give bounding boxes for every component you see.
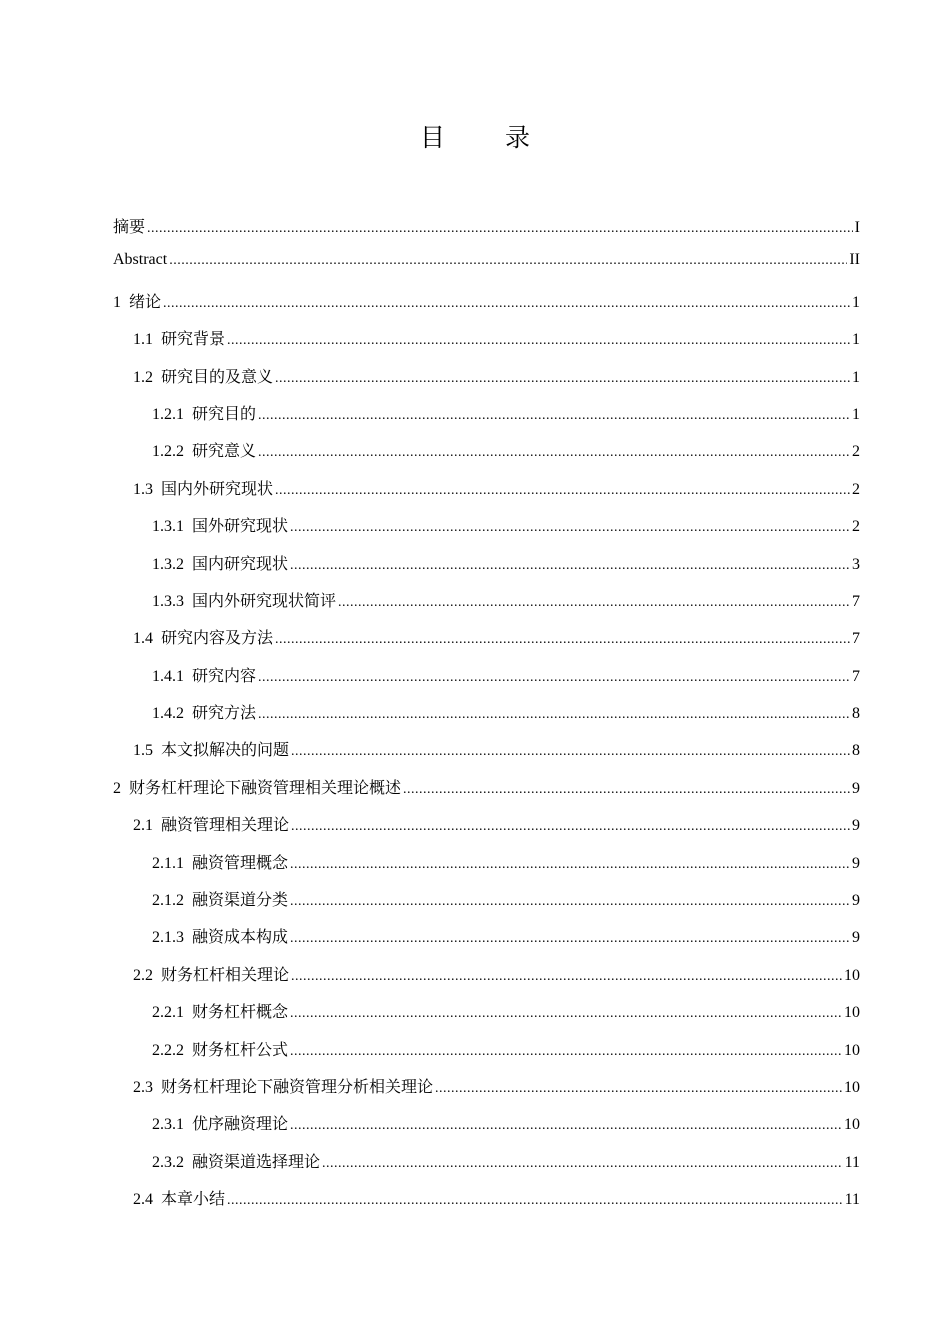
toc-entry-number: 1.3 bbox=[133, 480, 153, 498]
dot-leader bbox=[227, 333, 850, 349]
toc-entry-number: 2.2.2 bbox=[152, 1041, 184, 1059]
toc-entry-title: 财务杠杆理论下融资管理相关理论概述 bbox=[129, 779, 402, 797]
toc-entry-title: 财务杠杆概念 bbox=[192, 1004, 289, 1022]
toc-entry-title: 融资渠道选择理论 bbox=[192, 1153, 321, 1171]
toc-entry-title: 财务杠杆理论下融资管理分析相关理论 bbox=[161, 1078, 434, 1096]
toc-entry[interactable] bbox=[113, 364, 860, 401]
toc-entry-number: 2.3 bbox=[133, 1078, 153, 1096]
toc-entry[interactable] bbox=[113, 1186, 860, 1223]
toc-entry-title: 研究内容及方法 bbox=[161, 630, 274, 648]
toc-entry[interactable] bbox=[113, 476, 860, 513]
toc-entry-title: 财务杠杆相关理论 bbox=[161, 966, 290, 984]
dot-leader bbox=[290, 1118, 842, 1134]
toc-entry-page-number: 10 bbox=[844, 1041, 860, 1059]
toc-entry-page-number: 9 bbox=[852, 779, 860, 797]
toc-entry-page-number: 9 bbox=[852, 892, 860, 910]
toc-entry-page-number: 1 bbox=[852, 368, 860, 386]
toc-entry-number: 1.2 bbox=[133, 368, 153, 386]
toc-entry-title: Abstract bbox=[113, 251, 168, 269]
toc-entry[interactable] bbox=[113, 1074, 860, 1111]
toc-entry-number: 1.3.1 bbox=[152, 518, 184, 536]
dot-leader bbox=[258, 670, 850, 686]
toc-entry[interactable] bbox=[113, 401, 860, 438]
toc-entry-number: 1.2.2 bbox=[152, 443, 184, 461]
toc-entry[interactable] bbox=[113, 625, 860, 662]
dot-leader bbox=[169, 253, 847, 269]
toc-entry[interactable] bbox=[113, 924, 860, 961]
toc-entry-page-number: II bbox=[849, 251, 860, 269]
toc-entry-title: 研究目的及意义 bbox=[161, 368, 274, 386]
toc-entry[interactable] bbox=[113, 1037, 860, 1074]
toc-entry-number: 2.1.1 bbox=[152, 854, 184, 872]
toc-entry-page-number: 3 bbox=[852, 555, 860, 573]
toc-entry-title: 财务杠杆公式 bbox=[192, 1041, 289, 1059]
dot-leader bbox=[275, 632, 850, 648]
dot-leader bbox=[290, 894, 850, 910]
toc-entry-page-number: 8 bbox=[852, 705, 860, 723]
toc-entry-number: 1.4.2 bbox=[152, 705, 184, 723]
toc-entry[interactable] bbox=[113, 700, 860, 737]
toc-entry[interactable] bbox=[113, 438, 860, 475]
toc-entry-page-number: 10 bbox=[844, 1078, 860, 1096]
toc-entry-page-number: 2 bbox=[852, 480, 860, 498]
toc-entry-title: 融资成本构成 bbox=[192, 929, 289, 947]
toc-entry-number: 1.4 bbox=[133, 630, 153, 648]
toc-entry-title: 研究方法 bbox=[192, 705, 257, 723]
toc-entry-page-number: 10 bbox=[844, 1004, 860, 1022]
toc-entry-page-number: 2 bbox=[852, 443, 860, 461]
dot-leader bbox=[258, 445, 850, 461]
toc-entry[interactable] bbox=[113, 999, 860, 1036]
toc-entry-title: 融资渠道分类 bbox=[192, 892, 289, 910]
toc-entry-page-number: I bbox=[854, 219, 860, 236]
toc-entry-number: 1.4.1 bbox=[152, 667, 184, 685]
toc-entry-number: 1 bbox=[113, 293, 121, 311]
dot-leader bbox=[227, 1193, 843, 1209]
toc-entry-title: 研究内容 bbox=[192, 667, 257, 685]
toc-entry-page-number: 8 bbox=[852, 742, 860, 760]
dot-leader bbox=[163, 296, 850, 312]
toc-entry[interactable] bbox=[113, 326, 860, 363]
dot-leader bbox=[290, 520, 850, 536]
toc-entry-title: 融资管理概念 bbox=[192, 854, 289, 872]
toc-entry-number: 2.4 bbox=[133, 1191, 153, 1209]
toc-entry-number: 2.1.2 bbox=[152, 892, 184, 910]
toc-entry-page-number: 11 bbox=[844, 1153, 860, 1171]
dot-leader bbox=[290, 1006, 842, 1022]
toc-entry-number: 1.3.2 bbox=[152, 555, 184, 573]
dot-leader bbox=[338, 595, 850, 611]
toc-entry-title: 本章小结 bbox=[161, 1191, 226, 1209]
toc-entry[interactable] bbox=[113, 588, 860, 625]
toc-entry-number: 1.1 bbox=[133, 331, 153, 349]
toc-entry-title: 研究背景 bbox=[161, 331, 226, 349]
toc-entry-number: 1.5 bbox=[133, 742, 153, 760]
toc-entry[interactable] bbox=[113, 214, 860, 251]
toc-entry-title: 本文拟解决的问题 bbox=[161, 742, 290, 760]
toc-entry-number: 2.1 bbox=[133, 817, 153, 835]
dot-leader bbox=[275, 483, 850, 499]
toc-entry-number: 2.2.1 bbox=[152, 1004, 184, 1022]
dot-leader bbox=[435, 1081, 842, 1097]
toc-entry-number: 2.3.2 bbox=[152, 1153, 184, 1171]
dot-leader bbox=[258, 408, 850, 424]
toc-entry-title: 研究目的 bbox=[192, 405, 257, 423]
toc-entry-number: 1.2.1 bbox=[152, 405, 184, 423]
toc-entry-page-number: 7 bbox=[852, 592, 860, 610]
toc-entry-title: 国内外研究现状简评 bbox=[192, 592, 337, 610]
toc-entry-page-number: 10 bbox=[844, 1116, 860, 1134]
dot-leader bbox=[291, 744, 850, 760]
toc-entry[interactable] bbox=[113, 251, 860, 288]
toc-entry-page-number: 9 bbox=[852, 929, 860, 947]
toc-entry[interactable] bbox=[113, 812, 860, 849]
toc-entry-page-number: 1 bbox=[852, 293, 860, 311]
dot-leader bbox=[322, 1156, 843, 1172]
toc-entry[interactable] bbox=[113, 887, 860, 924]
dot-leader bbox=[290, 558, 850, 574]
toc-entry-title: 国外研究现状 bbox=[192, 518, 289, 536]
toc-entry[interactable] bbox=[113, 289, 860, 326]
toc-entry[interactable] bbox=[113, 962, 860, 999]
toc-entry[interactable] bbox=[113, 551, 860, 588]
page-title: 目 录 bbox=[420, 123, 556, 152]
toc-entry-title: 国内外研究现状 bbox=[161, 480, 274, 498]
toc-entry-number: 2 bbox=[113, 779, 121, 797]
dot-leader bbox=[147, 221, 853, 237]
toc-entry-number: 1.3.3 bbox=[152, 592, 184, 610]
toc-entry[interactable] bbox=[113, 775, 860, 812]
toc-list bbox=[113, 214, 860, 1224]
dot-leader bbox=[290, 931, 850, 947]
dot-leader bbox=[290, 857, 850, 873]
toc-entry[interactable] bbox=[113, 1111, 860, 1148]
toc-entry[interactable] bbox=[113, 1149, 860, 1186]
toc-entry-title: 研究意义 bbox=[192, 443, 257, 461]
toc-entry-page-number: 1 bbox=[852, 331, 860, 349]
toc-entry[interactable] bbox=[113, 513, 860, 550]
toc-entry-page-number: 2 bbox=[852, 518, 860, 536]
dot-leader bbox=[258, 707, 850, 723]
toc-entry-page-number: 7 bbox=[852, 667, 860, 685]
toc-entry-number: 2.1.3 bbox=[152, 929, 184, 947]
toc-entry[interactable] bbox=[113, 850, 860, 887]
toc-entry-page-number: 10 bbox=[844, 966, 860, 984]
dot-leader bbox=[291, 819, 850, 835]
toc-entry[interactable] bbox=[113, 663, 860, 700]
toc-entry-page-number: 9 bbox=[852, 817, 860, 835]
toc-entry-page-number: 1 bbox=[852, 405, 860, 423]
toc-entry-number: 2.3.1 bbox=[152, 1116, 184, 1134]
dot-leader bbox=[275, 371, 850, 387]
toc-entry-title: 优序融资理论 bbox=[192, 1116, 289, 1134]
toc-entry-title: 国内研究现状 bbox=[192, 555, 289, 573]
toc-entry-title: 摘要 bbox=[113, 219, 146, 236]
dot-leader bbox=[291, 969, 842, 985]
toc-entry-page-number: 7 bbox=[852, 630, 860, 648]
dot-leader bbox=[403, 782, 850, 798]
toc-entry[interactable] bbox=[113, 737, 860, 774]
toc-entry-title: 融资管理相关理论 bbox=[161, 817, 290, 835]
toc-entry-number: 2.2 bbox=[133, 966, 153, 984]
toc-entry-page-number: 11 bbox=[844, 1191, 860, 1209]
toc-entry-title: 绪论 bbox=[129, 293, 162, 311]
toc-entry-page-number: 9 bbox=[852, 854, 860, 872]
dot-leader bbox=[290, 1044, 842, 1060]
